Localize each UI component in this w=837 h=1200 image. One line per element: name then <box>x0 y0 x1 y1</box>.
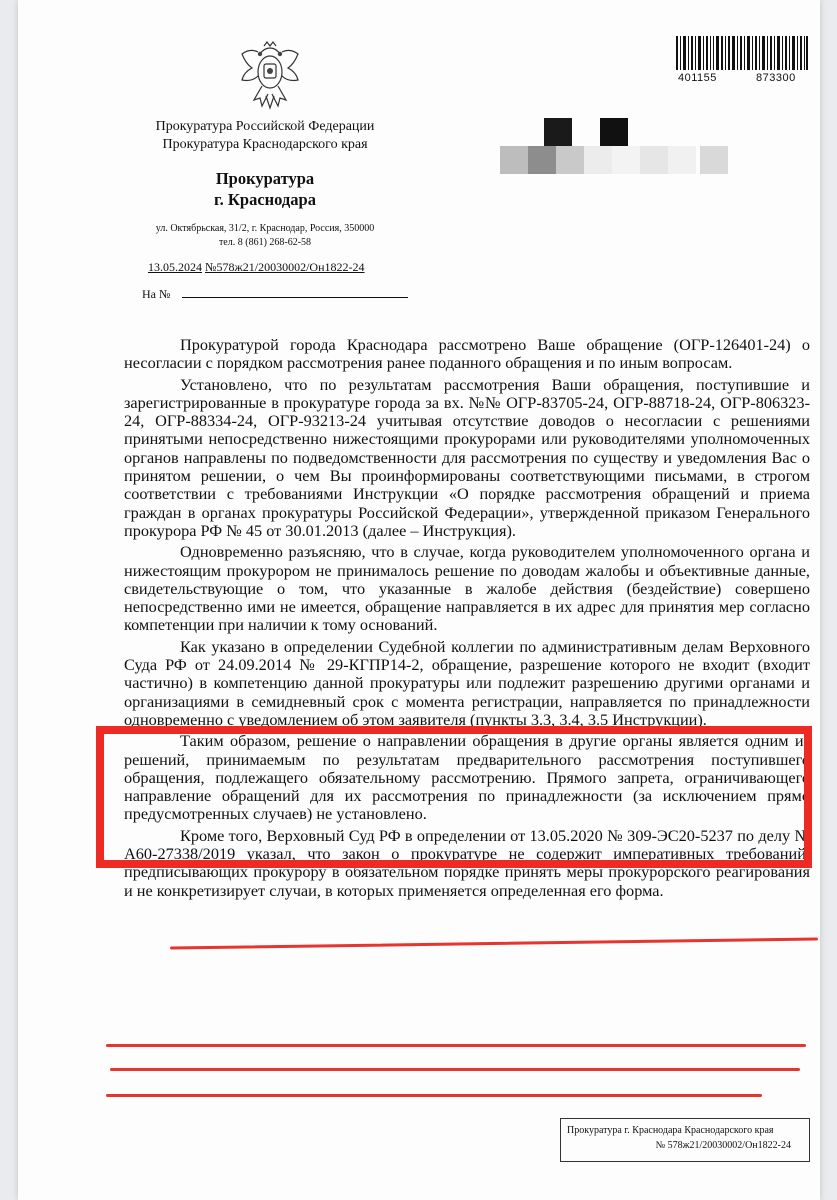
phone-line: тел. 8 (861) 268-62-58 <box>218 237 312 248</box>
barcode-number-right: 873300 <box>756 72 796 84</box>
registration-date: 13.05.2024 <box>148 260 202 274</box>
barcode-icon <box>676 36 808 70</box>
office-line-2: г. Краснодара <box>214 190 316 209</box>
reference-blank <box>182 285 408 298</box>
registration-stamp <box>560 1118 810 1162</box>
document-page <box>18 0 820 1200</box>
paragraph-3: Одновременно разъясняю, что в случае, когда руководителем уполномоченного органа и нижестоящим прокурором не принималось решение по доводам жалобы и объективные данные, свидетельствующие о том, что указанные в жалобе действия (бездействие) совершено непосредственно ими не имеется, обращение направляется в их адрес для принятия мер согласно компетенции при наличии к тому оснований. <box>124 542 810 635</box>
barcode-number-left: 401155 <box>678 72 717 84</box>
paragraph-2: Установлено, что по результатам рассмотрения Ваши обращения, поступившие и зарегистрированные в прокуратуре города за вх. №№ ОГР-83705-24, ОГР-88718-24, ОГР-806323-24, ОГР-88334-24, ОГР-93213-24 учитывая отсутствие доводов о несогласии с решениями принятыми непосредственно нижестоящими прокурорами или руководителями уполномоченных органов направлены по подведомственности для рассмотрения по существу и уведомления Вас о принятом решении, о чем Вы проинформированы соответствующими письмами, в строгом соответствии с требованиями Инструкции «О порядке рассмотрения обращений и приема граждан в органах прокуратуры Российской Федерации», утвержденной приказом Генерального прокурора РФ № 45 от 30.01.2013 (далее – Инструкция). <box>124 374 810 540</box>
reference-label: На № <box>142 287 171 301</box>
registration-number-prefix: № <box>205 260 217 274</box>
address-line: ул. Октябрьская, 31/2, г. Краснодар, Россия, 350000 <box>155 223 375 234</box>
underline-annotation-2 <box>106 1044 806 1047</box>
paragraph-4: Как указано в определении Судебной коллегии по административным делам Верховного Суда РФ от 24.09.2014 № 29-КГПР14-2, обращение, разрешение которого не входит (входит частично) в компетенцию данной прокуратуры или подлежит разрешению другими органами и организациями в семидневный срок с момента регистрации, направляется по принадлежности одновременно с уведомлением об этом заявителя (пункты 3.3, 3.4, 3.5 Инструкции). <box>124 636 810 729</box>
header-office <box>122 168 408 210</box>
org-line-2: Прокуратура Краснодарского края <box>162 137 368 152</box>
office-line-1: Прокуратура <box>215 169 315 188</box>
paragraph-5: Таким образом, решение о направлении обращения в другие органы является одним из решений, принимаемым по результатам предварительного рассмотрения поступившего обращения, подлежащего обязательному рассмотрению. Прямого запрета, ограничивающего направление обращений для их рассмотрения по принадлежности (за исключением прямо предусмотренных случаев) не установлено. <box>124 731 810 824</box>
letter-body <box>124 336 810 900</box>
coat-of-arms-icon <box>236 40 304 112</box>
stamp-line-1: Прокуратура г. Краснодара Краснодарского края <box>567 1125 774 1136</box>
header-address <box>122 222 408 250</box>
underline-annotation-1 <box>170 937 818 949</box>
registration-line <box>148 260 365 275</box>
org-line-1: Прокуратура Российской Федерации <box>155 119 375 134</box>
paragraph-6: Кроме того, Верховный Суд РФ в определении от 13.05.2020 № 309-ЭС20-5237 по делу № А60-27338/2019 указал, что закон о прокуратуре не содержит императивных требований, предписывающих прокурору в обязательном порядке принять меры прокурорского реагирования и не конкретизирует случаи, в которых применяется определенная его форма. <box>124 825 810 900</box>
underline-annotation-4 <box>106 1094 762 1097</box>
registration-number: 578ж21/20030002/Он1822-24 <box>216 260 365 274</box>
redacted-addressee <box>500 118 730 176</box>
stamp-line-2: № 578ж21/20030002/Он1822-24 <box>655 1140 791 1151</box>
underline-annotation-3 <box>110 1068 800 1071</box>
reference-line <box>142 285 408 302</box>
paragraph-1: Прокуратурой города Краснодара рассмотрено Ваше обращение (ОГР-126401-24) о несогласии с порядком рассмотрения ранее поданного обращения и по иным вопросам. <box>124 335 810 373</box>
header-organization <box>122 118 408 154</box>
